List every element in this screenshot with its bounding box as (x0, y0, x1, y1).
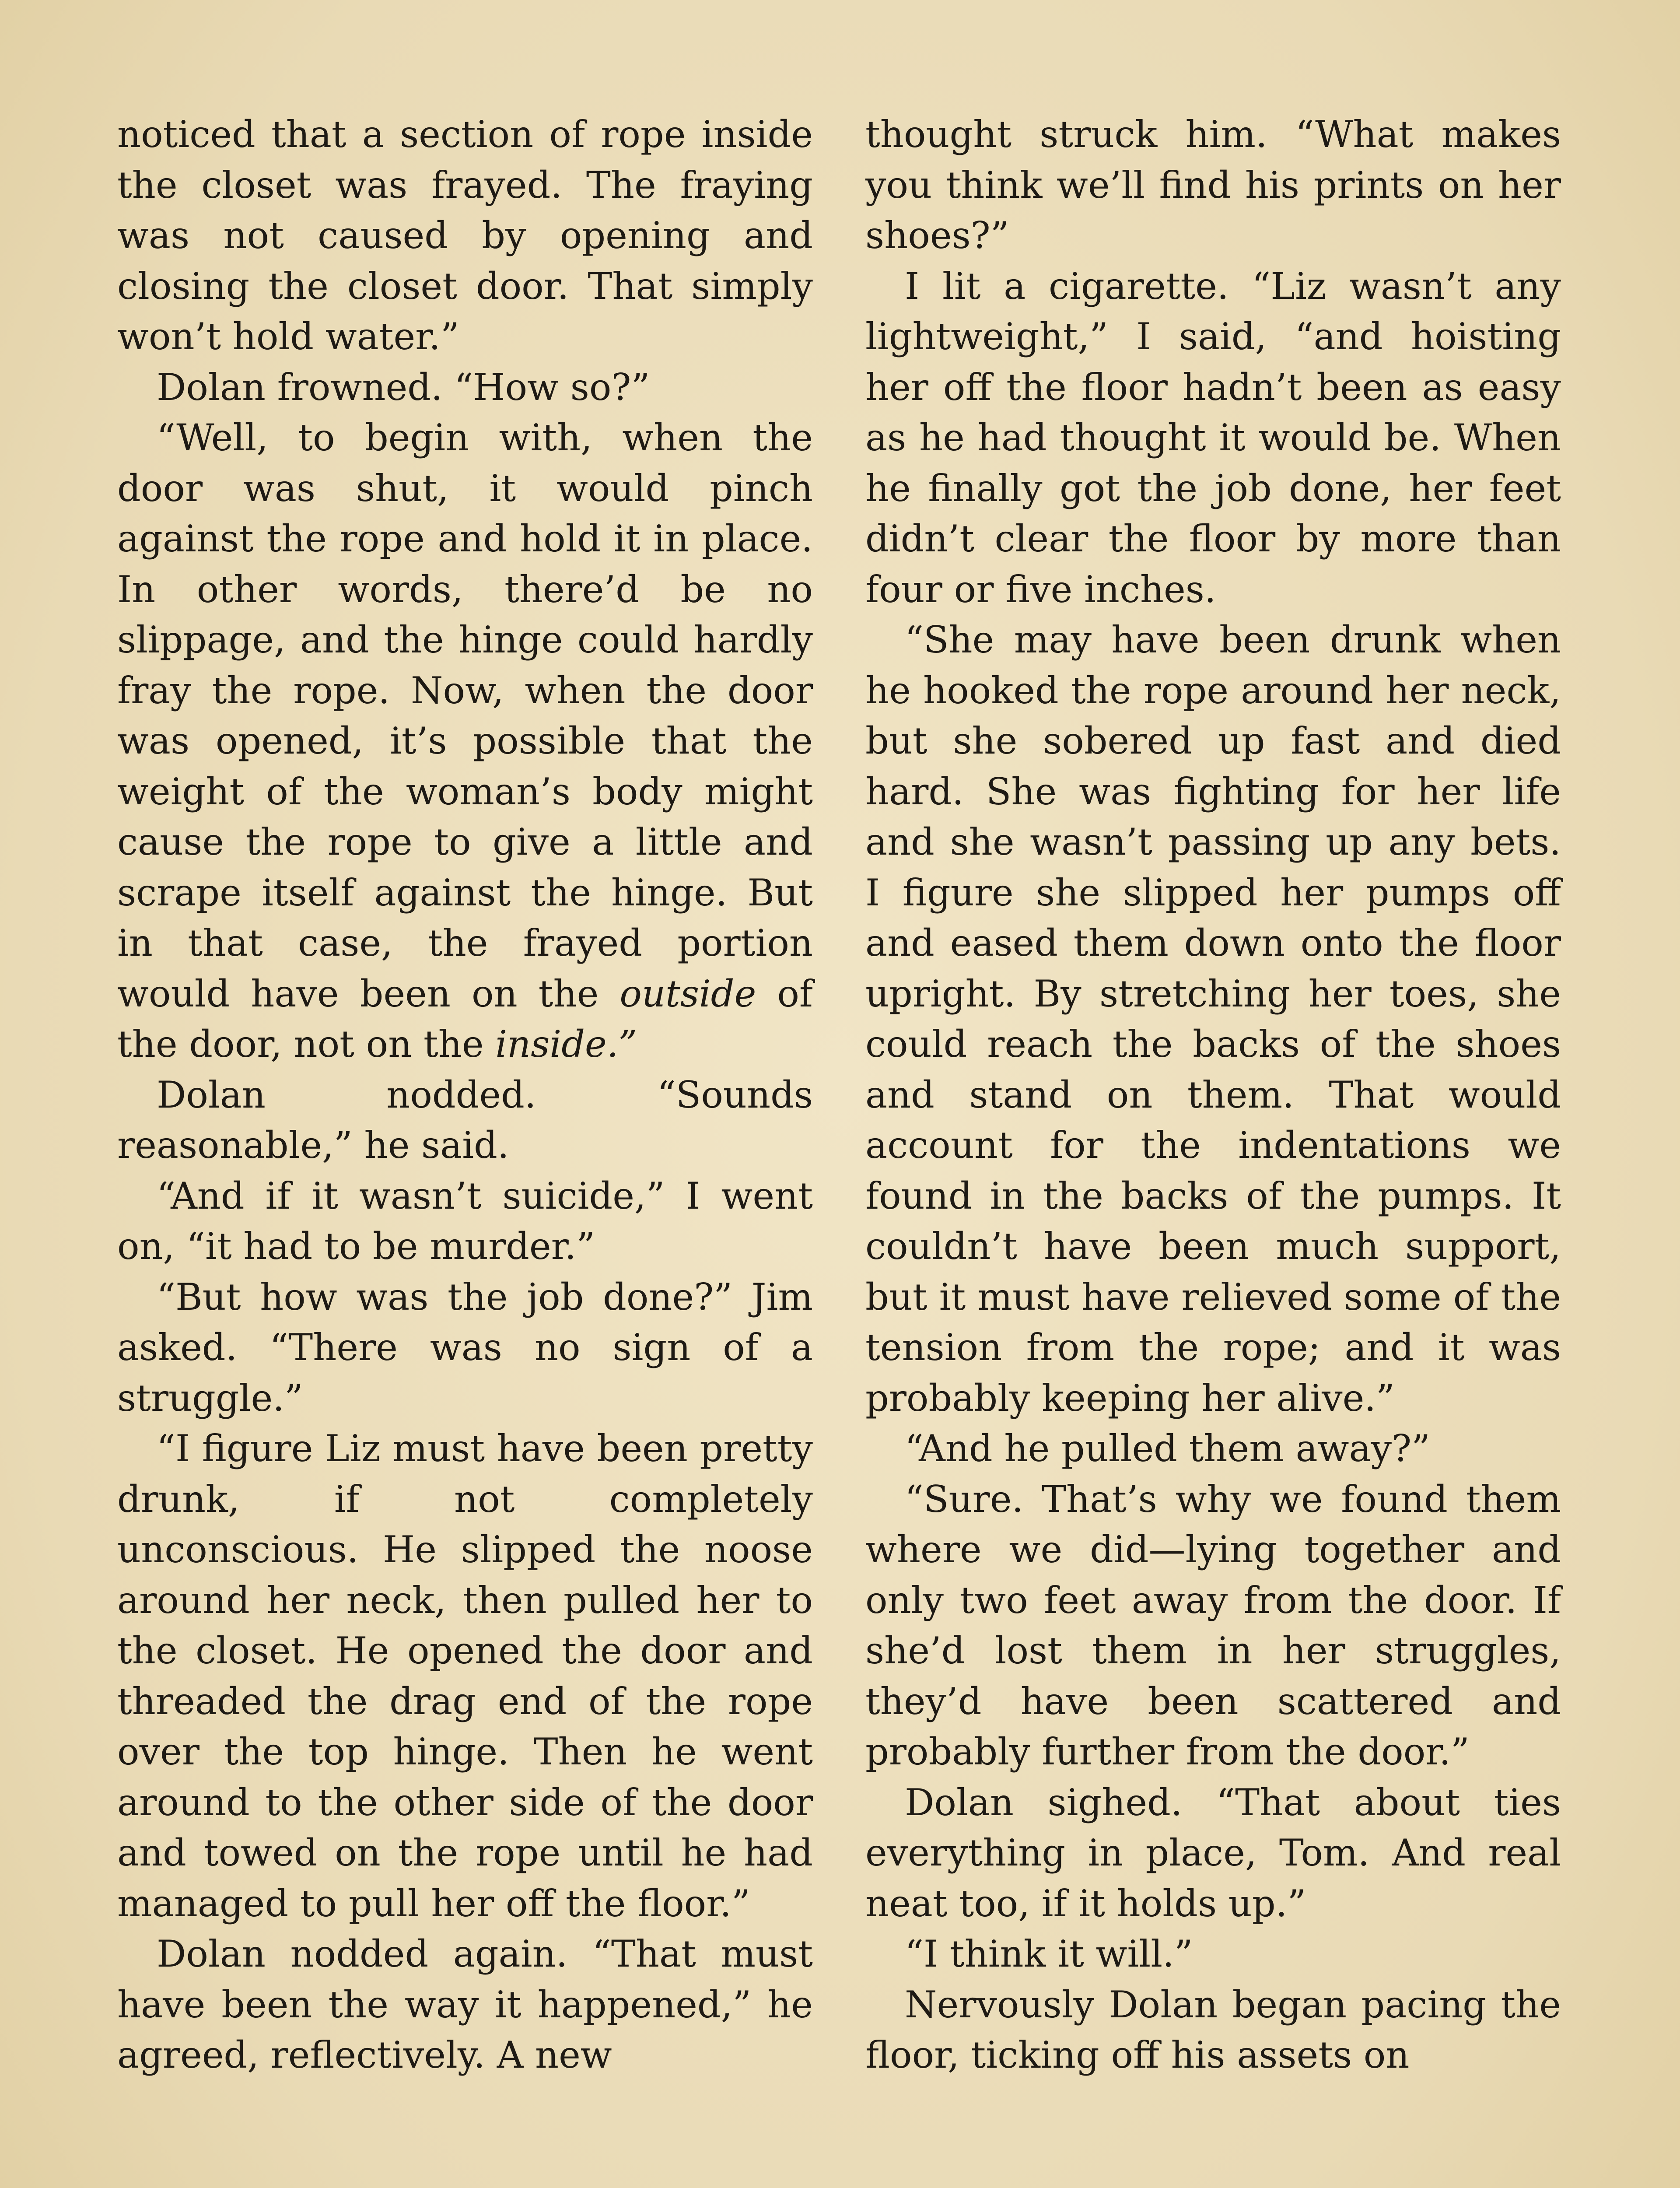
right-text-column (865, 109, 1561, 2081)
paragraph: “And he pulled them away?” (905, 1427, 1431, 1470)
left-text-column (117, 109, 813, 2081)
paragraph: “She may have been drunk when he hooked the rope around her neck, but she sobered up fast and died hard. She was fighting for her life and she wasn’t passing up any bets. I figure she slipped her pumps off and eased them down onto the floor upright. By stretching her toes, she could reach the backs of the shoes and stand on them. That would account for the indentations we found in the backs of the pumps. It couldn’t have been much support, but it must have relieved some of the tension from the rope; and it was probably keeping her alive.” (865, 618, 1561, 1420)
italic-word: inside.” (495, 1023, 637, 1066)
paragraph: I lit a cigarette. “Liz wasn’t any lightweight,” I said, “and hoisting her off the floor hadn’t been as easy as he had thought it would be. When he finally got the job done, her feet didn’t clear the floor by more than four or five inches. (865, 264, 1561, 611)
paragraph (117, 413, 813, 1070)
paragraph: Nervously Dolan began pacing the floor, ticking off his assets on (865, 1983, 1561, 2076)
paragraph: Dolan sighed. “That about ties everything in place, Tom. And real neat too, if it holds up.” (865, 1781, 1561, 1925)
paragraph: thought struck him. “What makes you think we’ll find his prints on her shoes?” (865, 113, 1561, 257)
paragraph: Dolan nodded again. “That must have been the way it happened,” he agreed, reflectively. A new (117, 1932, 813, 2076)
paragraph: “I figure Liz must have been pretty drunk, if not completely unconscious. He slipped the noose around her neck, then pulled her to the closet. He opened the door and threaded the drag end of the rope over the top hinge. Then he went around to the other side of the door and towed on the rope until he had managed to pull her off the floor.” (117, 1427, 813, 1925)
paragraph: “Sure. That’s why we found them where we did—lying together and only two feet away from the door. If she’d lost them in her struggles, they’d have been scattered and probably further from the door.” (865, 1477, 1561, 1773)
paragraph-text: “Well, to begin with, when the door was shut, it would pinch against the rope and hold it in place. In other words, there’d be no slippage, and the hinge could hardly fray the rope. Now, when the door was opened, it’s possible that the weight of the woman’s body might cause the rope to give a little and scrape itself against the hinge. But in that case, the frayed portion would have been on the (117, 416, 813, 1015)
paragraph-text: of the door, not on the (117, 972, 813, 1066)
paragraph: “But how was the job done?” Jim asked. “There was no sign of a struggle.” (117, 1275, 813, 1420)
paragraph: “And if it wasn’t suicide,” I went on, “it had to be murder.” (117, 1174, 813, 1268)
paragraph: noticed that a section of rope inside the closet was frayed. The fraying was not caused by opening and closing the closet door. That simply won’t hold water.” (117, 113, 813, 358)
italic-word: outside (620, 972, 756, 1015)
paragraph: Dolan nodded. “Sounds reasonable,” he said. (117, 1073, 813, 1167)
paragraph: “I think it will.” (905, 1932, 1193, 1975)
paragraph: Dolan frowned. “How so?” (157, 365, 650, 409)
